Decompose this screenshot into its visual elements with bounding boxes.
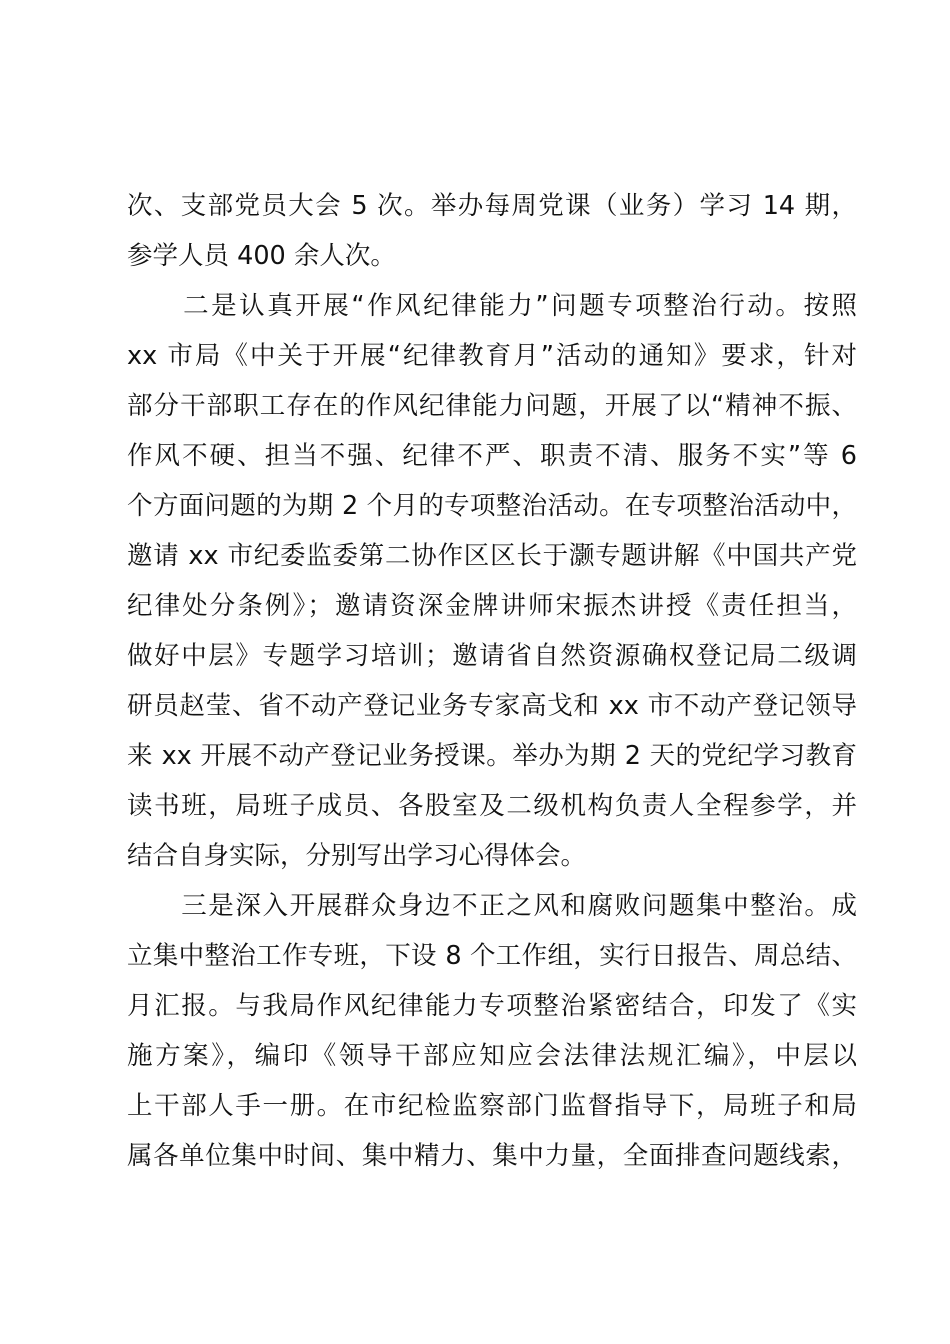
text-line: 来 xx 开展不动产登记业务授课。举办为期 2 天的党纪学习教育 (127, 741, 857, 771)
text-line: 部分干部职工存在的作风纪律能力问题，开展了以“精神不振、 (127, 391, 857, 421)
text-line: 个方面问题的为期 2 个月的专项整治活动。在专项整治活动中， (127, 491, 857, 521)
document-body (127, 181, 857, 1181)
text-line: 属各单位集中时间、集中精力、集中力量，全面排查问题线索， (127, 1141, 857, 1171)
text-line: 纪律处分条例》；邀请资深金牌讲师宋振杰讲授《责任担当， (127, 591, 857, 621)
text-line: 月汇报。与我局作风纪律能力专项整治紧密结合，印发了《实 (127, 991, 857, 1021)
text-line: 结合自身实际，分别写出学习心得体会。 (127, 841, 587, 871)
paragraph-start-line: 三是深入开展群众身边不正之风和腐败问题集中整治。成 (127, 891, 857, 921)
text-line: 施方案》，编印《领导干部应知应会法律法规汇编》，中层以 (127, 1041, 857, 1071)
text-line: 研员赵莹、省不动产登记业务专家高戈和 xx 市不动产登记领导 (127, 691, 857, 721)
text-line: xx 市局《中关于开展“纪律教育月”活动的通知》要求，针对 (127, 341, 857, 371)
text-line: 上干部人手一册。在市纪检监察部门监督指导下，局班子和局 (127, 1091, 857, 1121)
text-line: 做好中层》专题学习培训；邀请省自然资源确权登记局二级调 (127, 641, 857, 671)
text-line: 参学人员 400 余人次。 (127, 241, 396, 271)
text-line: 读书班，局班子成员、各股室及二级机构负责人全程参学，并 (127, 791, 857, 821)
paragraph-start-line: 二是认真开展“作风纪律能力”问题专项整治行动。按照 (127, 291, 857, 321)
text-line: 作风不硬、担当不强、纪律不严、职责不清、服务不实”等 6 (127, 441, 857, 471)
text-line: 次、支部党员大会 5 次。举办每周党课（业务）学习 14 期， (127, 191, 857, 221)
text-line: 邀请 xx 市纪委监委第二协作区区长于灏专题讲解《中国共产党 (127, 541, 857, 571)
text-line: 立集中整治工作专班，下设 8 个工作组，实行日报告、周总结、 (127, 941, 857, 971)
